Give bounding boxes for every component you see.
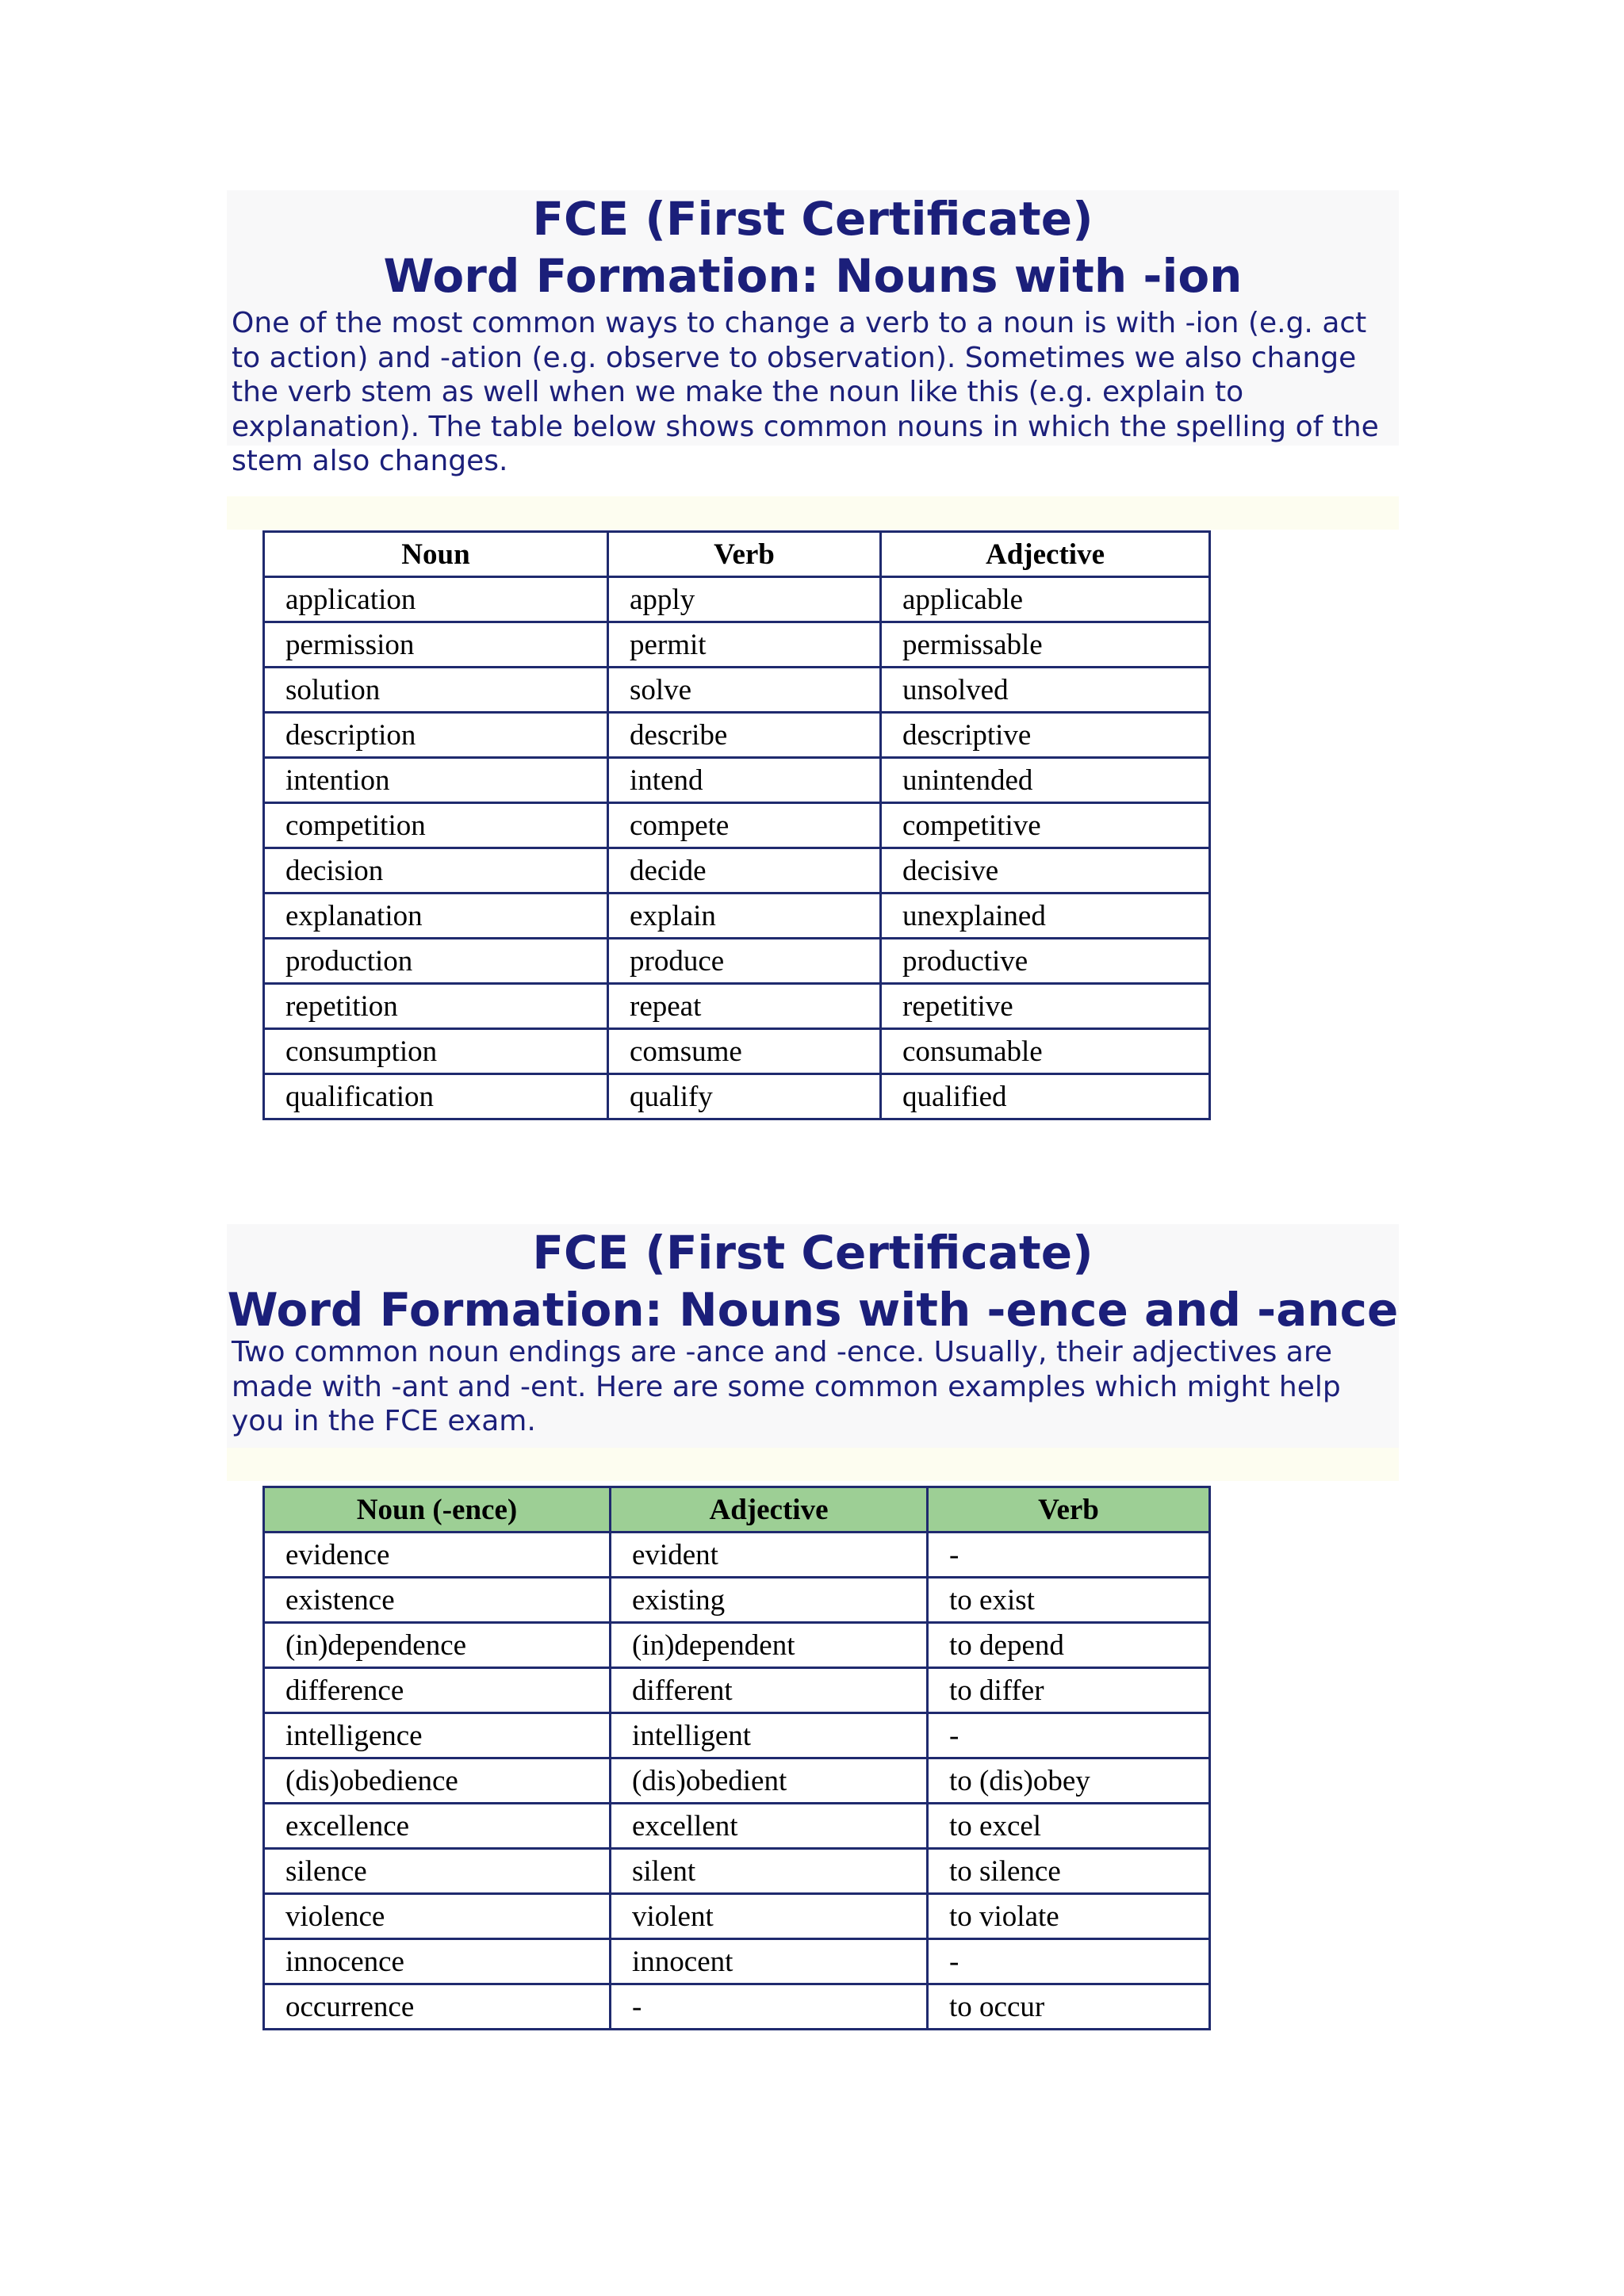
table-row <box>264 758 1210 803</box>
table-row <box>264 1939 1210 1984</box>
adjective-cell: - <box>611 1984 928 2030</box>
adjective-cell: productive <box>881 939 1210 984</box>
verb-cell: to occur <box>928 1984 1210 2030</box>
adjective-cell: unintended <box>881 758 1210 803</box>
ence-nouns-table <box>262 1486 1211 2030</box>
section2-spacer-strip <box>227 1448 1399 1481</box>
verb-cell: produce <box>608 939 881 984</box>
table-row <box>264 713 1210 758</box>
section2-intro: Two common noun endings are -ance and -ence. Usually, their adjectives are made with -ant and -ent. Here are some common examples which might help you in the FCE exam. <box>232 1336 1341 1437</box>
table-row <box>264 622 1210 668</box>
table-row <box>264 1984 1210 2030</box>
noun-cell: (in)dependence <box>264 1623 611 1668</box>
adjective-cell: intelligent <box>611 1713 928 1758</box>
table-row <box>264 894 1210 939</box>
verb-cell: apply <box>608 577 881 622</box>
verb-cell: to exist <box>928 1578 1210 1623</box>
noun-cell: occurrence <box>264 1984 611 2030</box>
table-header-row <box>264 532 1210 577</box>
verb-cell: to differ <box>928 1668 1210 1713</box>
verb-cell: - <box>928 1533 1210 1578</box>
verb-cell: comsume <box>608 1029 881 1074</box>
section1-intro: One of the most common ways to change a verb to a noun is with -ion (e.g. act to action) and -ation (e.g. observe to observation). Sometimes we also change the verb stem as well when we make the noun like this (e.g. explain to explanation). The table below shows common nouns in which the spelling of the stem also changes. <box>232 307 1379 477</box>
adjective-cell: excellent <box>611 1804 928 1849</box>
noun-cell: evidence <box>264 1533 611 1578</box>
section1-spacer-strip <box>227 496 1399 530</box>
noun-cell: consumption <box>264 1029 608 1074</box>
adjective-cell: descriptive <box>881 713 1210 758</box>
table-row <box>264 1533 1210 1578</box>
table-row <box>264 1758 1210 1804</box>
noun-cell: competition <box>264 803 608 848</box>
adjective-cell: unexplained <box>881 894 1210 939</box>
verb-cell: compete <box>608 803 881 848</box>
verb-cell: intend <box>608 758 881 803</box>
verb-cell: describe <box>608 713 881 758</box>
noun-cell: excellence <box>264 1804 611 1849</box>
noun-cell: silence <box>264 1849 611 1894</box>
verb-cell: - <box>928 1939 1210 1984</box>
table-header-row <box>264 1487 1210 1533</box>
verb-cell: to violate <box>928 1894 1210 1939</box>
adjective-cell: evident <box>611 1533 928 1578</box>
column-header-verb: Verb <box>928 1487 1210 1533</box>
verb-cell: to (dis)obey <box>928 1758 1210 1804</box>
verb-cell: permit <box>608 622 881 668</box>
verb-cell: repeat <box>608 984 881 1029</box>
noun-cell: permission <box>264 622 608 668</box>
noun-cell: qualification <box>264 1074 608 1119</box>
adjective-cell: decisive <box>881 848 1210 894</box>
verb-cell: explain <box>608 894 881 939</box>
adjective-cell: competitive <box>881 803 1210 848</box>
noun-cell: explanation <box>264 894 608 939</box>
table-row <box>264 848 1210 894</box>
adjective-cell: innocent <box>611 1939 928 1984</box>
section1-title-line2: Word Formation: Nouns with -ion <box>383 249 1243 303</box>
verb-cell: to excel <box>928 1804 1210 1849</box>
table-row <box>264 803 1210 848</box>
adjective-cell: different <box>611 1668 928 1713</box>
noun-cell: difference <box>264 1668 611 1713</box>
verb-cell: to depend <box>928 1623 1210 1668</box>
column-header-adjective: Adjective <box>881 532 1210 577</box>
adjective-cell: unsolved <box>881 668 1210 713</box>
verb-cell: - <box>928 1713 1210 1758</box>
table-row <box>264 939 1210 984</box>
section1-title-line1: FCE (First Certificate) <box>532 192 1094 246</box>
table-row <box>264 668 1210 713</box>
section2-title-line2: Word Formation: Nouns with -ence and -ance <box>227 1283 1399 1337</box>
table-row <box>264 1623 1210 1668</box>
adjective-cell: silent <box>611 1849 928 1894</box>
adjective-cell: qualified <box>881 1074 1210 1119</box>
table-row <box>264 577 1210 622</box>
adjective-cell: (in)dependent <box>611 1623 928 1668</box>
table-row <box>264 984 1210 1029</box>
verb-cell: qualify <box>608 1074 881 1119</box>
noun-cell: production <box>264 939 608 984</box>
column-header-noun-ence: Noun (-ence) <box>264 1487 611 1533</box>
verb-cell: solve <box>608 668 881 713</box>
table-row <box>264 1668 1210 1713</box>
table-row <box>264 1804 1210 1849</box>
table-row <box>264 1578 1210 1623</box>
section2-title-line1: FCE (First Certificate) <box>532 1226 1094 1280</box>
adjective-cell: consumable <box>881 1029 1210 1074</box>
table-row <box>264 1849 1210 1894</box>
table-row <box>264 1074 1210 1119</box>
noun-cell: intention <box>264 758 608 803</box>
adjective-cell: applicable <box>881 577 1210 622</box>
noun-cell: existence <box>264 1578 611 1623</box>
adjective-cell: (dis)obedient <box>611 1758 928 1804</box>
noun-cell: (dis)obedience <box>264 1758 611 1804</box>
column-header-noun: Noun <box>264 532 608 577</box>
adjective-cell: violent <box>611 1894 928 1939</box>
adjective-cell: existing <box>611 1578 928 1623</box>
noun-cell: repetition <box>264 984 608 1029</box>
verb-cell: decide <box>608 848 881 894</box>
noun-cell: description <box>264 713 608 758</box>
column-header-verb: Verb <box>608 532 881 577</box>
table-row <box>264 1713 1210 1758</box>
noun-cell: intelligence <box>264 1713 611 1758</box>
noun-cell: innocence <box>264 1939 611 1984</box>
ion-nouns-table <box>262 530 1211 1120</box>
noun-cell: violence <box>264 1894 611 1939</box>
adjective-cell: repetitive <box>881 984 1210 1029</box>
noun-cell: application <box>264 577 608 622</box>
column-header-adjective: Adjective <box>611 1487 928 1533</box>
noun-cell: solution <box>264 668 608 713</box>
noun-cell: decision <box>264 848 608 894</box>
adjective-cell: permissable <box>881 622 1210 668</box>
table-row <box>264 1894 1210 1939</box>
verb-cell: to silence <box>928 1849 1210 1894</box>
table-row <box>264 1029 1210 1074</box>
